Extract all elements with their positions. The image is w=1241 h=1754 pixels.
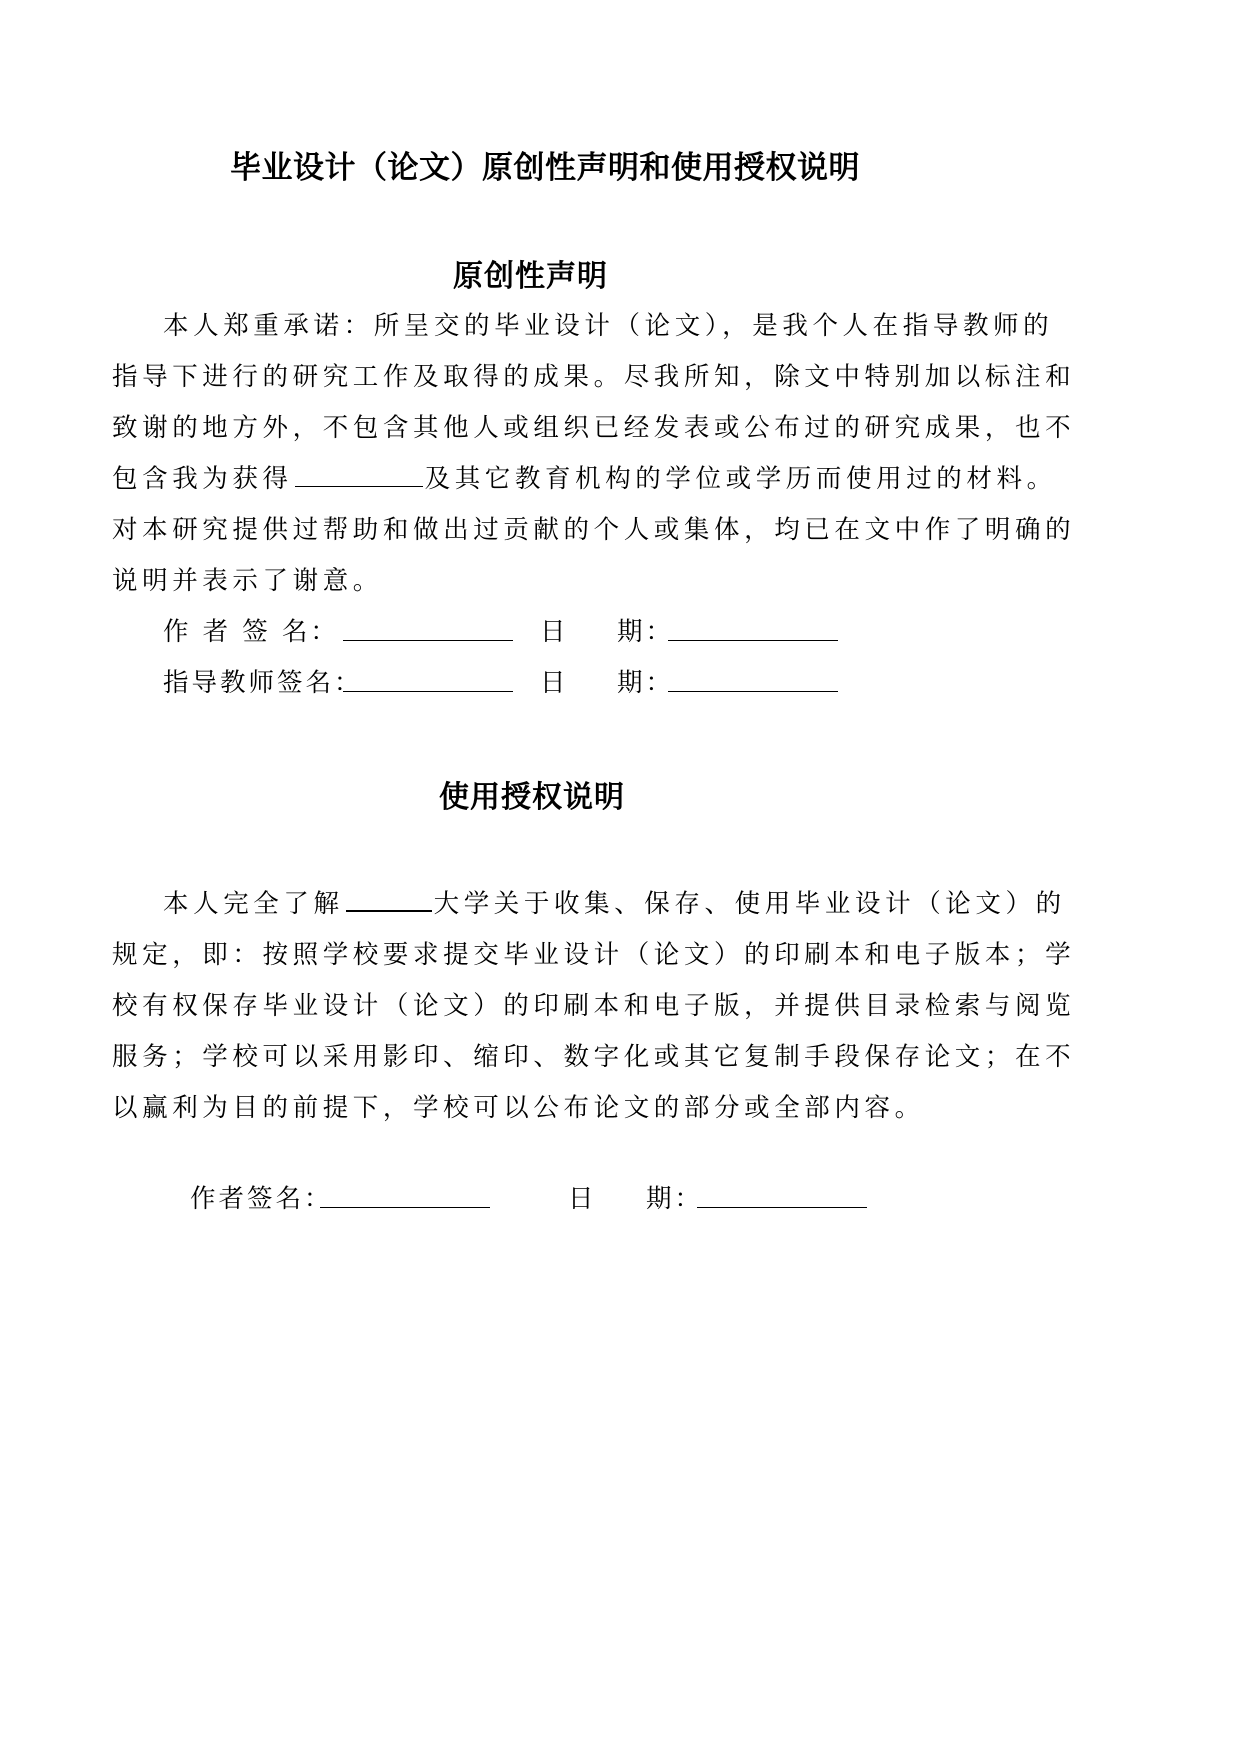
author-date-line[interactable]	[668, 640, 838, 641]
advisor-date-label-char-2: 期：	[617, 668, 675, 698]
document-title: 毕业设计（论文）原创性声明和使用授权说明	[230, 150, 860, 186]
authorization-line-4: 服务；学校可以采用影印、缩印、数字化或其它复制手段保存论文；在不	[112, 1042, 1076, 1072]
advisor-date-line[interactable]	[668, 691, 838, 692]
auth-author-signature-label: 作者签名：	[190, 1184, 333, 1214]
originality-line-6: 说明并表示了谢意。	[112, 566, 383, 596]
originality-line-3: 致谢的地方外，不包含其他人或组织已经发表或公布过的研究成果，也不	[112, 413, 1076, 443]
university-blank[interactable]	[346, 884, 432, 912]
originality-line-5: 对本研究提供过帮助和做出过贡献的个人或集体，均已在文中作了明确的	[112, 515, 1076, 545]
date-label-char-2: 期：	[617, 617, 675, 647]
authorization-line-1	[163, 884, 1066, 920]
advisor-signature-label: 指导教师签名：	[163, 668, 363, 698]
originality-line-4	[112, 459, 1057, 495]
authorization-line-3: 校有权保存毕业设计（论文）的印刷本和电子版，并提供目录检索与阅览	[112, 991, 1076, 1021]
authorization-heading: 使用授权说明	[439, 780, 625, 815]
originality-line-4-after: 及其它教育机构的学位或学历而使用过的材料。	[424, 464, 1057, 494]
authorization-line-1-before: 本人完全了解	[163, 889, 344, 919]
authorization-line-2: 规定，即：按照学校要求提交毕业设计（论文）的印刷本和电子版本；学	[112, 940, 1076, 970]
originality-line-4-before: 包含我为获得	[112, 464, 293, 494]
author-signature-label: 作 者 签 名：	[163, 617, 339, 647]
originality-line-1: 本人郑重承诺：所呈交的毕业设计（论文），是我个人在指导教师的	[163, 311, 1054, 341]
advisor-date-label-char-1: 日	[540, 668, 569, 698]
author-signature-line[interactable]	[343, 640, 513, 641]
auth-date-label-char-1: 日	[568, 1184, 597, 1214]
degree-blank[interactable]	[295, 460, 423, 487]
auth-date-line[interactable]	[697, 1207, 867, 1208]
originality-heading: 原创性声明	[453, 259, 608, 294]
auth-author-signature-line[interactable]	[320, 1207, 490, 1208]
originality-line-2: 指导下进行的研究工作及取得的成果。尽我所知，除文中特别加以标注和	[112, 362, 1076, 392]
authorization-line-1-after: 大学关于收集、保存、使用毕业设计（论文）的	[433, 889, 1066, 919]
auth-date-label-char-2: 期：	[646, 1184, 704, 1214]
advisor-signature-line[interactable]	[343, 691, 513, 692]
date-label-char-1: 日	[540, 617, 569, 647]
authorization-line-5: 以赢利为目的前提下，学校可以公布论文的部分或全部内容。	[112, 1093, 925, 1123]
